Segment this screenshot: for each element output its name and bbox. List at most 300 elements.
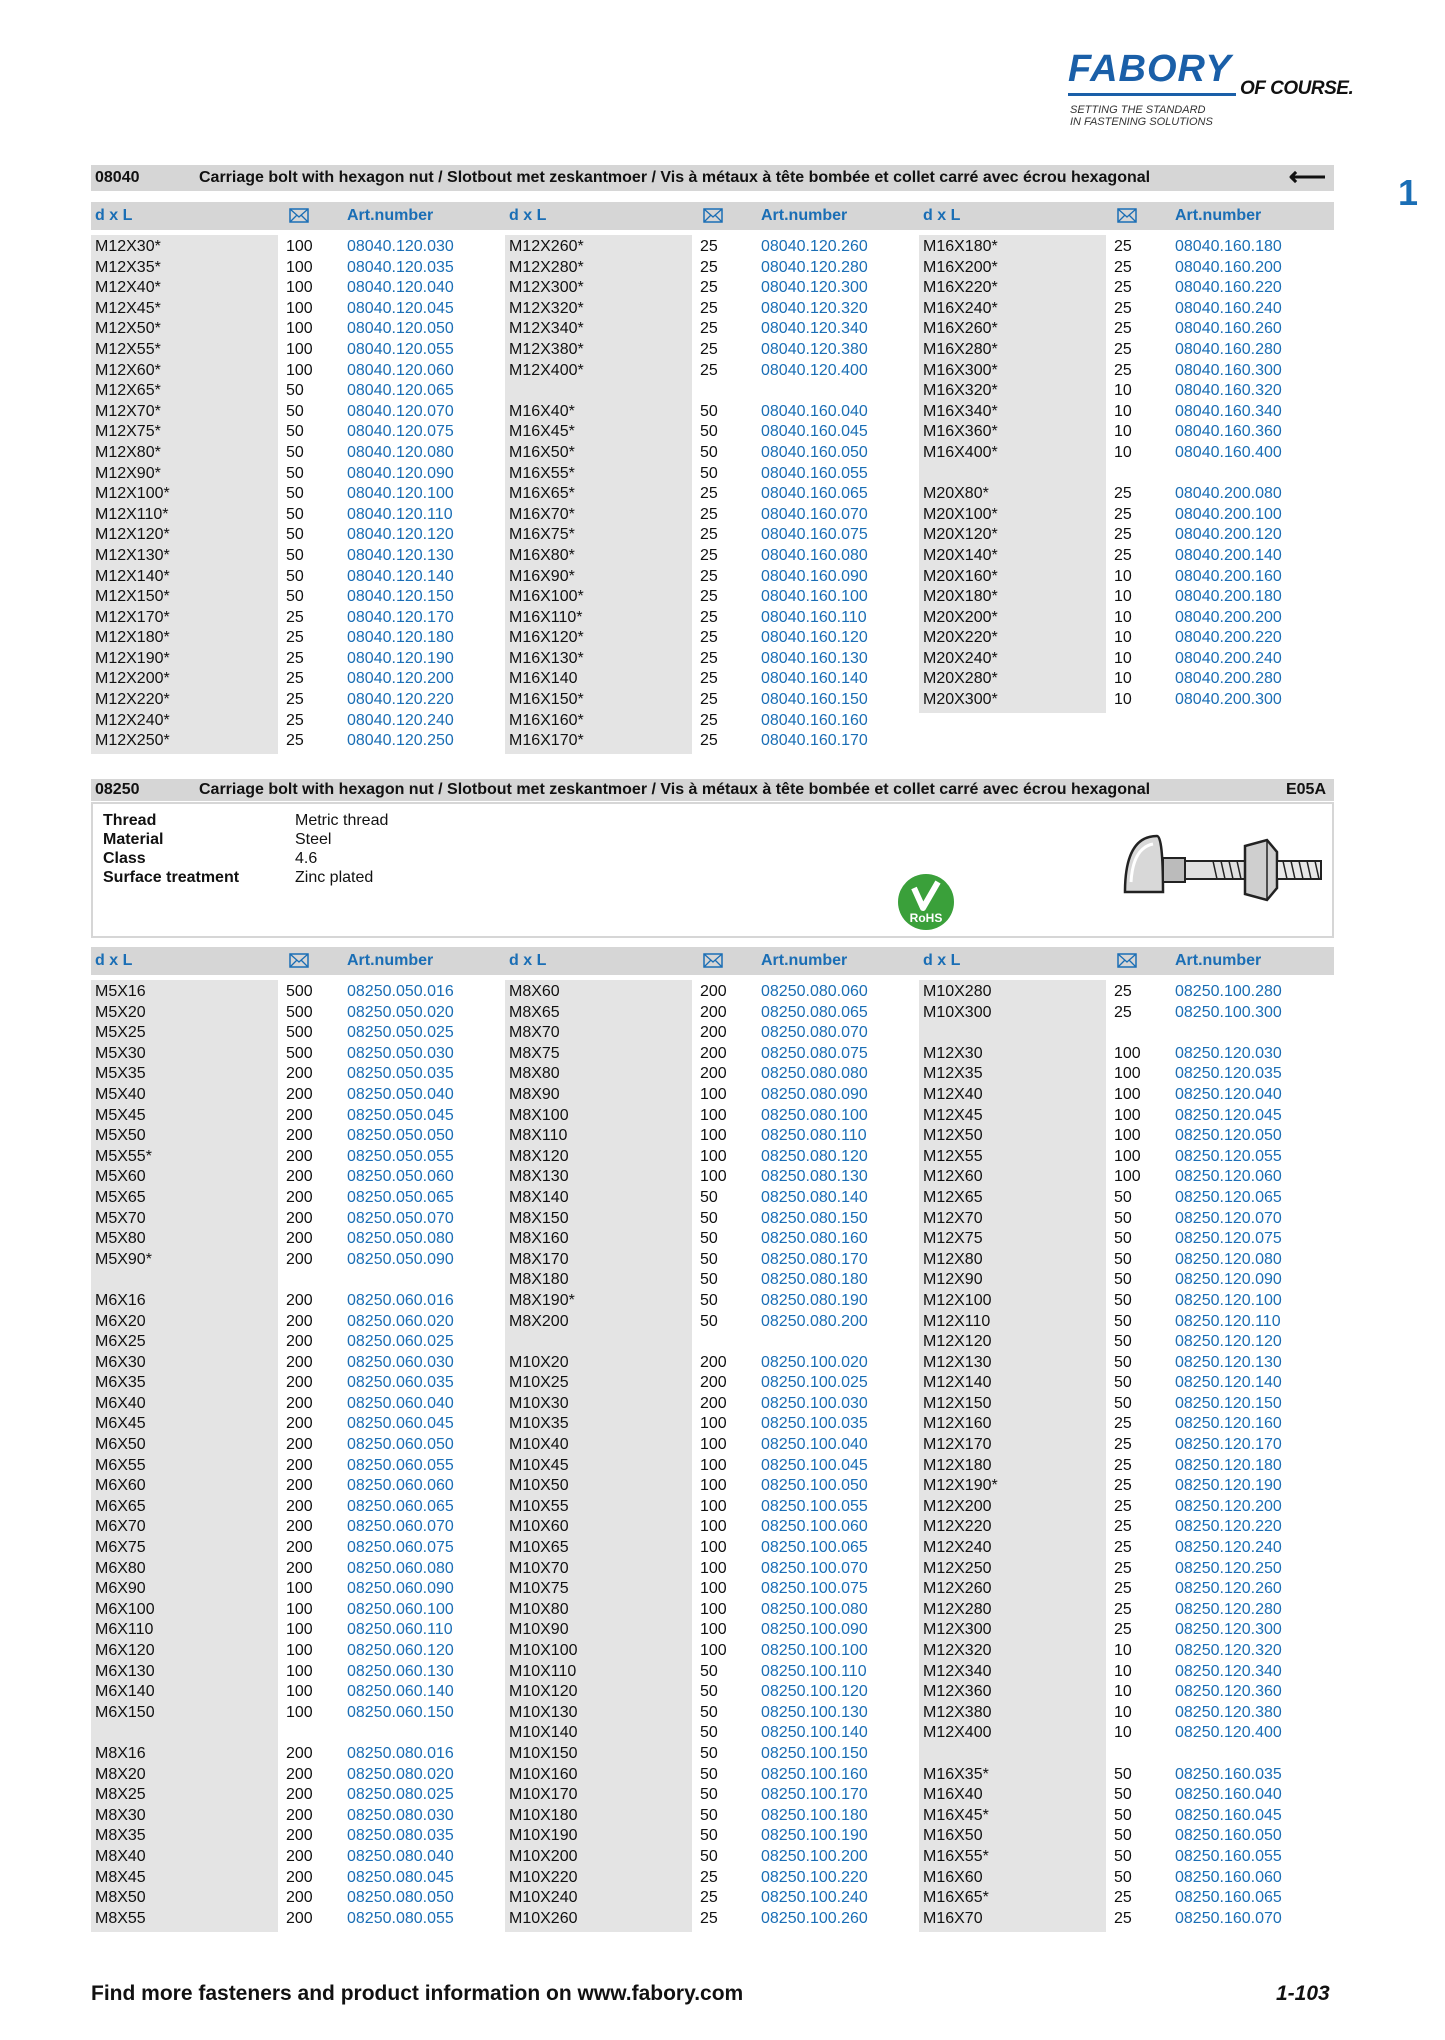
size-cell: M10X45 <box>509 1456 569 1474</box>
qty-cell: 200 <box>286 1106 313 1124</box>
art-number-link[interactable]: 08250.100.055 <box>761 1497 868 1515</box>
qty-cell <box>1114 464 1132 485</box>
art-number-link[interactable]: 08250.120.360 <box>1175 1683 1282 1701</box>
art-number-link[interactable]: 08040.120.140 <box>347 567 454 585</box>
art-number-link[interactable]: 08250.050.045 <box>347 1106 454 1124</box>
art-number-link[interactable]: 08250.120.055 <box>1175 1147 1282 1165</box>
art-number-link[interactable]: 08250.160.050 <box>1175 1827 1282 1845</box>
art-number-link[interactable]: 08250.100.120 <box>761 1683 868 1701</box>
art-number-link[interactable]: 08040.120.220 <box>347 691 454 709</box>
art-number-link[interactable]: 08250.120.380 <box>1175 1703 1282 1721</box>
art-number-link[interactable]: 08040.120.320 <box>761 299 868 317</box>
qty-cell: 200 <box>286 1456 313 1474</box>
art-number-link[interactable]: 08250.060.020 <box>347 1312 454 1330</box>
art-number-link[interactable]: 08250.080.070 <box>761 1024 868 1042</box>
size-cell: M16X200* <box>923 258 998 276</box>
art-number-link[interactable]: 08250.120.040 <box>1175 1085 1282 1103</box>
art-number-link[interactable]: 08250.160.065 <box>1175 1889 1282 1907</box>
art-number-link[interactable]: 08250.100.280 <box>1175 983 1282 1000</box>
size-cell: M16X50* <box>509 443 575 461</box>
size-cell: M10X20 <box>509 1353 569 1371</box>
qty-cell: 25 <box>1114 1497 1132 1515</box>
art-number-link[interactable]: 08040.120.065 <box>347 382 454 400</box>
art-number-link[interactable]: 08040.160.055 <box>761 464 868 482</box>
header-size: d x L <box>95 207 133 224</box>
qty-cell: 100 <box>286 361 313 379</box>
art-number-link[interactable]: 08250.100.220 <box>761 1868 868 1886</box>
art-number-link[interactable]: 08040.160.220 <box>1175 279 1282 297</box>
art-number-link[interactable]: 08250.050.090 <box>347 1250 454 1268</box>
qty-cell: 100 <box>700 1106 727 1124</box>
art-number-link[interactable]: 08040.200.180 <box>1175 588 1282 606</box>
art-number-link[interactable]: 08250.050.016 <box>347 983 454 1000</box>
art-number-link[interactable]: 08040.120.340 <box>761 320 868 338</box>
art-number-link[interactable]: 08040.160.110 <box>761 608 867 626</box>
art-number-link[interactable]: 08040.160.170 <box>761 732 868 750</box>
size-cell: M16X70 <box>923 1909 983 1927</box>
qty-cell: 25 <box>1114 238 1132 255</box>
logo-tagline-line1: SETTING THE STANDARD <box>1070 104 1206 116</box>
art-number-link[interactable]: 08250.080.190 <box>761 1291 868 1309</box>
art-number-link[interactable]: 08040.120.090 <box>347 464 454 482</box>
qty-cell: 100 <box>700 1600 727 1618</box>
qty-cell <box>1114 1023 1141 1044</box>
art-number-link[interactable]: 08250.060.100 <box>347 1600 454 1618</box>
art-number-link[interactable]: 08250.100.020 <box>761 1353 868 1371</box>
size-cell <box>95 1723 155 1744</box>
size-cell: M8X70 <box>509 1024 560 1042</box>
size-cell: M12X30 <box>923 1044 983 1062</box>
art-number-link[interactable]: 08250.060.070 <box>347 1518 454 1536</box>
art-number-link[interactable]: 08250.080.040 <box>347 1847 454 1865</box>
size-cell: M8X25 <box>95 1786 146 1804</box>
art-number-link[interactable]: 08250.100.200 <box>761 1847 868 1865</box>
art-number-link[interactable]: 08250.120.170 <box>1175 1436 1282 1454</box>
art-number-link[interactable]: 08040.120.050 <box>347 320 454 338</box>
art-number-link[interactable]: 08250.080.030 <box>347 1806 454 1824</box>
size-cell: M12X360 <box>923 1683 992 1701</box>
qty-cell: 50 <box>700 423 718 441</box>
art-number-link[interactable]: 08040.120.075 <box>347 423 454 441</box>
art-number-link[interactable]: 08250.060.120 <box>347 1642 454 1659</box>
art-number-link[interactable]: 08040.120.190 <box>347 649 454 667</box>
art-number-link[interactable]: 08250.120.030 <box>1175 1044 1282 1062</box>
size-cell: M20X200* <box>923 608 998 626</box>
art-number-link[interactable]: 08250.080.035 <box>347 1827 454 1845</box>
art-number-link[interactable]: 08250.060.045 <box>347 1415 454 1433</box>
qty-cell: 100 <box>286 1600 313 1618</box>
art-number-link[interactable]: 08040.160.180 <box>1175 238 1282 255</box>
art-number-link[interactable]: 08250.080.110 <box>761 1127 867 1145</box>
art-number-link[interactable]: 08040.120.400 <box>761 361 868 379</box>
art-number-link[interactable]: 08040.200.120 <box>1175 526 1282 544</box>
art-number-link[interactable]: 08040.160.050 <box>761 443 868 461</box>
art-number-link[interactable]: 08250.050.035 <box>347 1065 454 1083</box>
size-cell: M12X320 <box>923 1642 992 1659</box>
art-number-link[interactable]: 08250.060.130 <box>347 1662 454 1680</box>
size-cell: M8X16 <box>95 1744 146 1762</box>
qty-cell: 100 <box>700 1539 727 1557</box>
qty-cell: 50 <box>700 1230 718 1248</box>
art-number-link[interactable]: 08250.060.016 <box>347 1291 454 1309</box>
art-number-link[interactable]: 08040.120.110 <box>347 505 453 523</box>
art-number-link[interactable]: 08250.050.060 <box>347 1168 454 1186</box>
art-number-link[interactable]: 08250.080.055 <box>347 1909 454 1927</box>
art-number-link[interactable]: 08250.060.090 <box>347 1580 454 1598</box>
size-cell: M12X220* <box>95 691 170 709</box>
art-number-link[interactable]: 08250.120.035 <box>1175 1065 1282 1083</box>
art-number-link[interactable]: 08250.120.090 <box>1175 1271 1282 1289</box>
art-number-link[interactable]: 08250.080.090 <box>761 1085 868 1103</box>
size-cell: M20X140* <box>923 546 998 564</box>
art-number-link[interactable]: 08250.060.110 <box>347 1621 453 1639</box>
size-cell <box>923 1744 998 1765</box>
art-number-link[interactable]: 08250.120.140 <box>1175 1374 1282 1392</box>
art-number-link[interactable]: 08250.120.280 <box>1175 1600 1282 1618</box>
art-number-link[interactable]: 08250.100.100 <box>761 1642 868 1659</box>
art-number-link[interactable]: 08250.160.060 <box>1175 1868 1282 1886</box>
size-cell: M10X190 <box>509 1827 578 1845</box>
art-number-link[interactable]: 08250.080.025 <box>347 1786 454 1804</box>
art-number-link[interactable]: 08250.080.080 <box>761 1065 868 1083</box>
art-number-link[interactable]: 08250.050.070 <box>347 1209 454 1227</box>
art-number-link[interactable]: 08250.050.080 <box>347 1230 454 1248</box>
art-number-link[interactable]: 08250.100.300 <box>1175 1003 1282 1021</box>
art-number-link[interactable]: 08250.120.250 <box>1175 1559 1282 1577</box>
qty-cell: 200 <box>700 983 727 1000</box>
art-number-link[interactable]: 08250.100.050 <box>761 1477 868 1495</box>
art-number-link[interactable]: 08040.120.080 <box>347 443 454 461</box>
size-cell: M10X50 <box>509 1477 569 1495</box>
art-number-link[interactable]: 08250.100.080 <box>761 1600 868 1618</box>
prop-label-class: Class <box>103 850 146 867</box>
art-number-link[interactable]: 08040.120.200 <box>347 670 454 688</box>
art-number-link[interactable]: 08040.200.080 <box>1175 485 1282 503</box>
section-title: Carriage bolt with hexagon nut / Slotbout met zeskantmoer / Vis à métaux à tête bombée et collet carré avec écrou hexagonal <box>199 781 1151 798</box>
qty-cell: 100 <box>286 238 313 255</box>
size-cell: M12X100 <box>923 1291 992 1309</box>
qty-cell: 25 <box>700 361 718 379</box>
art-number-link[interactable]: 08040.200.140 <box>1175 546 1282 564</box>
qty-cell: 10 <box>1114 423 1132 441</box>
art-number-link[interactable]: 08250.050.055 <box>347 1147 454 1165</box>
art-number-link[interactable]: 08250.120.190 <box>1175 1477 1282 1495</box>
art-number-link[interactable]: 08040.120.380 <box>761 340 868 358</box>
art-number-link[interactable]: 08250.100.025 <box>761 1374 868 1392</box>
qty-cell: 25 <box>700 670 718 688</box>
art-number-link[interactable]: 08040.160.300 <box>1175 361 1282 379</box>
art-number-link[interactable]: 08040.120.260 <box>761 238 868 255</box>
art-number-link[interactable]: 08040.200.300 <box>1175 691 1282 709</box>
size-cell: M12X190* <box>923 1477 998 1495</box>
art-number-link[interactable]: 08040.160.200 <box>1175 258 1282 276</box>
art-number-link[interactable]: 08040.160.100 <box>761 588 868 606</box>
art-number-link[interactable]: 08040.160.120 <box>761 629 868 647</box>
art-number-link[interactable]: 08040.160.090 <box>761 567 868 585</box>
art-number-link[interactable]: 08250.100.040 <box>761 1436 868 1454</box>
art-number-link[interactable]: 08250.100.070 <box>761 1559 868 1577</box>
size-cell: M16X280* <box>923 340 998 358</box>
size-cell: M12X260 <box>923 1580 992 1598</box>
art-number-link[interactable]: 08250.080.065 <box>761 1003 868 1021</box>
art-number-link[interactable]: 08250.120.160 <box>1175 1415 1282 1433</box>
art-number-link[interactable]: 08250.120.240 <box>1175 1539 1282 1557</box>
art-number-link[interactable]: 08250.120.320 <box>1175 1642 1282 1659</box>
art-number-link[interactable]: 08250.080.180 <box>761 1271 868 1289</box>
art-number-link[interactable]: 08040.160.280 <box>1175 340 1282 358</box>
art-number-link[interactable]: 08250.080.075 <box>761 1044 868 1062</box>
art-number-link[interactable]: 08250.050.065 <box>347 1188 454 1206</box>
qty-cell: 10 <box>1114 608 1132 626</box>
qty-cell: 10 <box>1114 382 1132 400</box>
art-number-link[interactable]: 08250.080.120 <box>761 1147 868 1165</box>
size-cell: M12X170 <box>923 1436 992 1454</box>
art-number-link[interactable]: 08250.120.120 <box>1175 1333 1282 1351</box>
qty-cell: 100 <box>286 1621 313 1639</box>
art-number-link[interactable]: 08250.120.180 <box>1175 1456 1282 1474</box>
art-number-link[interactable]: 08250.050.030 <box>347 1044 454 1062</box>
art-number-link[interactable]: 08040.200.160 <box>1175 567 1282 585</box>
size-cell: M8X80 <box>509 1065 560 1083</box>
art-number-link[interactable]: 08040.120.120 <box>347 526 454 544</box>
size-cell: M12X240* <box>95 711 170 729</box>
art-number-link[interactable]: 08250.080.100 <box>761 1106 868 1124</box>
art-number-link[interactable]: 08040.200.200 <box>1175 608 1282 626</box>
size-cell: M12X65 <box>923 1188 983 1206</box>
art-number-link[interactable]: 08250.100.240 <box>761 1889 868 1907</box>
art-number-link[interactable]: 08040.120.180 <box>347 629 454 647</box>
art-number-link[interactable]: 08250.100.110 <box>761 1662 867 1680</box>
art-number-link[interactable]: 08040.160.130 <box>761 649 868 667</box>
qty-cell: 25 <box>1114 299 1132 317</box>
art-number-link[interactable]: 08250.080.130 <box>761 1168 868 1186</box>
art-number-link[interactable]: 08250.080.200 <box>761 1312 868 1330</box>
size-cell: M5X90* <box>95 1250 152 1268</box>
art-number-link[interactable]: 08250.120.150 <box>1175 1394 1282 1412</box>
art-number-link[interactable]: 08040.120.045 <box>347 299 454 317</box>
size-cell: M12X300* <box>509 279 584 297</box>
art-number-link[interactable]: 08250.100.130 <box>761 1703 868 1721</box>
art-number-link[interactable]: 08250.160.035 <box>1175 1765 1282 1783</box>
size-cell: M16X220* <box>923 279 998 297</box>
art-number-link[interactable]: 08250.060.075 <box>347 1539 454 1557</box>
art-number-link[interactable]: 08040.120.030 <box>347 238 454 255</box>
art-number-link[interactable]: 08250.080.170 <box>761 1250 868 1268</box>
art-number-link[interactable]: 08250.120.080 <box>1175 1250 1282 1268</box>
art-number-link[interactable]: 08250.060.060 <box>347 1477 454 1495</box>
size-cell: M6X90 <box>95 1580 146 1598</box>
art-number-link[interactable]: 08040.160.400 <box>1175 443 1282 461</box>
art-number-link[interactable]: 08250.120.070 <box>1175 1209 1282 1227</box>
art-number-link[interactable]: 08250.160.040 <box>1175 1786 1282 1804</box>
size-list <box>95 237 170 752</box>
art-number-link[interactable]: 08040.160.045 <box>761 423 868 441</box>
art-number-link[interactable]: 08040.200.280 <box>1175 670 1282 688</box>
qty-cell: 25 <box>700 1909 718 1927</box>
art-number-link[interactable]: 08250.080.160 <box>761 1230 868 1248</box>
art-number-link[interactable]: 08250.080.050 <box>347 1889 454 1907</box>
art-number-link[interactable]: 08040.120.240 <box>347 711 454 729</box>
qty-cell: 50 <box>700 1683 718 1701</box>
art-number-link[interactable]: 08250.060.040 <box>347 1394 454 1412</box>
art-number-link[interactable]: 08040.120.035 <box>347 258 454 276</box>
art-number-link[interactable]: 08250.160.055 <box>1175 1847 1282 1865</box>
qty-cell: 10 <box>1114 649 1132 667</box>
logo-tagline-line2: IN FASTENING SOLUTIONS <box>1070 116 1213 128</box>
size-cell: M6X65 <box>95 1497 146 1515</box>
size-cell <box>509 1332 578 1353</box>
art-number-link[interactable]: 08250.100.190 <box>761 1827 868 1845</box>
art-number-link[interactable]: 08250.100.090 <box>761 1621 868 1639</box>
art-number-link[interactable]: 08040.160.260 <box>1175 320 1282 338</box>
art-number-link[interactable]: 08250.080.016 <box>347 1744 454 1762</box>
art-number-link[interactable]: 08040.120.055 <box>347 340 454 358</box>
art-number-link[interactable]: 08250.120.060 <box>1175 1168 1282 1186</box>
art-number-link[interactable]: 08040.120.060 <box>347 361 454 379</box>
art-number-link[interactable]: 08250.120.110 <box>1175 1312 1281 1330</box>
art-number-link[interactable]: 08040.200.100 <box>1175 505 1282 523</box>
prop-label-material: Material <box>103 831 164 848</box>
size-cell: M20X160* <box>923 567 998 585</box>
art-number-link[interactable]: 08040.160.070 <box>761 505 868 523</box>
art-number-link[interactable]: 08250.060.030 <box>347 1353 454 1371</box>
size-cell: M10X300 <box>923 1003 992 1021</box>
size-cell: M16X55* <box>509 464 575 482</box>
qty-cell: 50 <box>286 382 304 400</box>
art-number-link[interactable]: 08040.200.220 <box>1175 629 1282 647</box>
art-number-link[interactable]: 08040.160.240 <box>1175 299 1282 317</box>
art-number-link[interactable]: 08040.160.160 <box>761 711 868 729</box>
art-number-link[interactable]: 08250.100.045 <box>761 1456 868 1474</box>
art-number-link[interactable]: 08040.160.075 <box>761 526 868 544</box>
art-number-link[interactable]: 08250.060.150 <box>347 1703 454 1721</box>
art-number-link[interactable]: 08040.160.340 <box>1175 402 1282 420</box>
art-number-link[interactable]: 08250.100.140 <box>761 1724 868 1742</box>
size-cell: M12X80* <box>95 443 161 461</box>
art-number-link[interactable]: 08250.060.035 <box>347 1374 454 1392</box>
art-number-link[interactable]: 08040.120.250 <box>347 732 454 750</box>
section-header-08040 <box>91 161 1334 191</box>
size-cell: M12X400 <box>923 1724 992 1742</box>
size-cell: M12X150 <box>923 1394 992 1412</box>
art-number-link[interactable]: 08250.100.160 <box>761 1765 868 1783</box>
size-cell: M6X16 <box>95 1291 146 1309</box>
art-number-link[interactable]: 08250.100.260 <box>761 1909 868 1927</box>
header-art-number: Art.number <box>761 952 848 969</box>
art-number-link <box>347 1723 454 1744</box>
qty-cell: 100 <box>286 258 313 276</box>
art-number-link[interactable]: 08250.120.300 <box>1175 1621 1282 1639</box>
size-cell: M6X35 <box>95 1374 146 1392</box>
art-number-link[interactable]: 08250.120.050 <box>1175 1127 1282 1145</box>
art-number-link[interactable]: 08250.120.045 <box>1175 1106 1282 1124</box>
art-number-link[interactable]: 08250.100.075 <box>761 1580 868 1598</box>
size-cell: M12X65* <box>95 382 161 400</box>
size-cell: M16X120* <box>509 629 584 647</box>
art-number-link[interactable]: 08040.160.320 <box>1175 382 1282 400</box>
art-number-link[interactable]: 08250.060.140 <box>347 1683 454 1701</box>
art-number-link[interactable]: 08250.080.060 <box>761 983 868 1000</box>
art-number-link[interactable]: 08040.160.140 <box>761 670 868 688</box>
art-number-link[interactable]: 08040.120.280 <box>761 258 868 276</box>
art-number-link[interactable]: 08250.120.075 <box>1175 1230 1282 1248</box>
qty-cell <box>286 1723 313 1744</box>
art-number-link[interactable]: 08040.120.040 <box>347 279 454 297</box>
art-number-link[interactable]: 08250.120.200 <box>1175 1497 1282 1515</box>
qty-cell: 200 <box>286 1786 313 1804</box>
qty-cell: 25 <box>1114 1003 1132 1021</box>
art-number-link[interactable]: 08250.120.065 <box>1175 1188 1282 1206</box>
art-number-link[interactable]: 08040.120.300 <box>761 279 868 297</box>
art-number-link[interactable]: 08250.160.045 <box>1175 1806 1282 1824</box>
art-list <box>1175 237 1282 711</box>
art-number-link[interactable]: 08250.060.050 <box>347 1436 454 1454</box>
qty-cell: 50 <box>700 1724 718 1742</box>
art-number-link[interactable]: 08040.160.040 <box>761 402 868 420</box>
qty-cell: 10 <box>1114 629 1132 647</box>
art-number-link[interactable]: 08250.120.130 <box>1175 1353 1282 1371</box>
art-number-link[interactable]: 08250.050.025 <box>347 1024 454 1042</box>
back-arrow-icon[interactable]: ⟵ <box>1288 161 1326 191</box>
logo-tagline <box>1070 104 1213 128</box>
section-code: 08250 <box>95 781 140 798</box>
art-number-link[interactable]: 08250.100.035 <box>761 1415 868 1433</box>
qty-cell: 100 <box>700 1642 727 1659</box>
art-number-link[interactable]: 08250.120.340 <box>1175 1662 1282 1680</box>
column-header-row <box>91 202 1334 230</box>
art-number-link[interactable]: 08040.120.070 <box>347 402 454 420</box>
art-number-link[interactable]: 08250.100.180 <box>761 1806 868 1824</box>
art-number-link[interactable]: 08040.160.150 <box>761 691 868 709</box>
art-number-link[interactable]: 08250.100.065 <box>761 1539 868 1557</box>
art-number-link[interactable]: 08250.050.050 <box>347 1127 454 1145</box>
art-number-link[interactable]: 08250.060.080 <box>347 1559 454 1577</box>
art-number-link[interactable]: 08250.100.030 <box>761 1394 868 1412</box>
art-number-link[interactable]: 08040.160.360 <box>1175 423 1282 441</box>
art-number-link[interactable]: 08040.200.240 <box>1175 649 1282 667</box>
art-number-link[interactable]: 08040.120.130 <box>347 546 454 564</box>
qty-cell: 100 <box>700 1580 727 1598</box>
size-cell: M16X65* <box>509 485 575 503</box>
art-number-link[interactable]: 08250.050.040 <box>347 1085 454 1103</box>
qty-cell: 500 <box>286 1044 313 1062</box>
art-number-link[interactable]: 08250.080.045 <box>347 1868 454 1886</box>
art-number-link[interactable]: 08040.120.150 <box>347 588 454 606</box>
art-number-link[interactable]: 08250.160.070 <box>1175 1909 1282 1927</box>
art-number-link[interactable]: 08040.160.065 <box>761 485 868 503</box>
art-number-link[interactable]: 08250.050.020 <box>347 1003 454 1021</box>
art-number-link[interactable]: 08250.100.170 <box>761 1786 868 1804</box>
art-number-link[interactable]: 08250.100.060 <box>761 1518 868 1536</box>
art-number-link[interactable]: 08250.060.065 <box>347 1497 454 1515</box>
art-number-link[interactable]: 08250.120.100 <box>1175 1291 1282 1309</box>
art-number-link[interactable]: 08250.080.020 <box>347 1765 454 1783</box>
art-number-link[interactable]: 08040.120.170 <box>347 608 454 626</box>
qty-cell: 100 <box>700 1621 727 1639</box>
art-number-link[interactable]: 08040.120.100 <box>347 485 454 503</box>
size-cell: M8X20 <box>95 1765 146 1783</box>
page-number: 1-103 <box>1276 1982 1330 2005</box>
art-number-link[interactable]: 08250.120.400 <box>1175 1724 1282 1742</box>
art-number-link[interactable]: 08250.100.150 <box>761 1744 868 1762</box>
art-number-link[interactable]: 08250.080.140 <box>761 1188 868 1206</box>
art-number-link[interactable]: 08250.080.150 <box>761 1209 868 1227</box>
art-number-link[interactable]: 08250.120.260 <box>1175 1580 1282 1598</box>
art-number-link[interactable]: 08250.120.220 <box>1175 1518 1282 1536</box>
art-number-link[interactable]: 08250.060.025 <box>347 1333 454 1351</box>
art-number-link[interactable]: 08250.060.055 <box>347 1456 454 1474</box>
art-number-link[interactable]: 08040.160.080 <box>761 546 868 564</box>
